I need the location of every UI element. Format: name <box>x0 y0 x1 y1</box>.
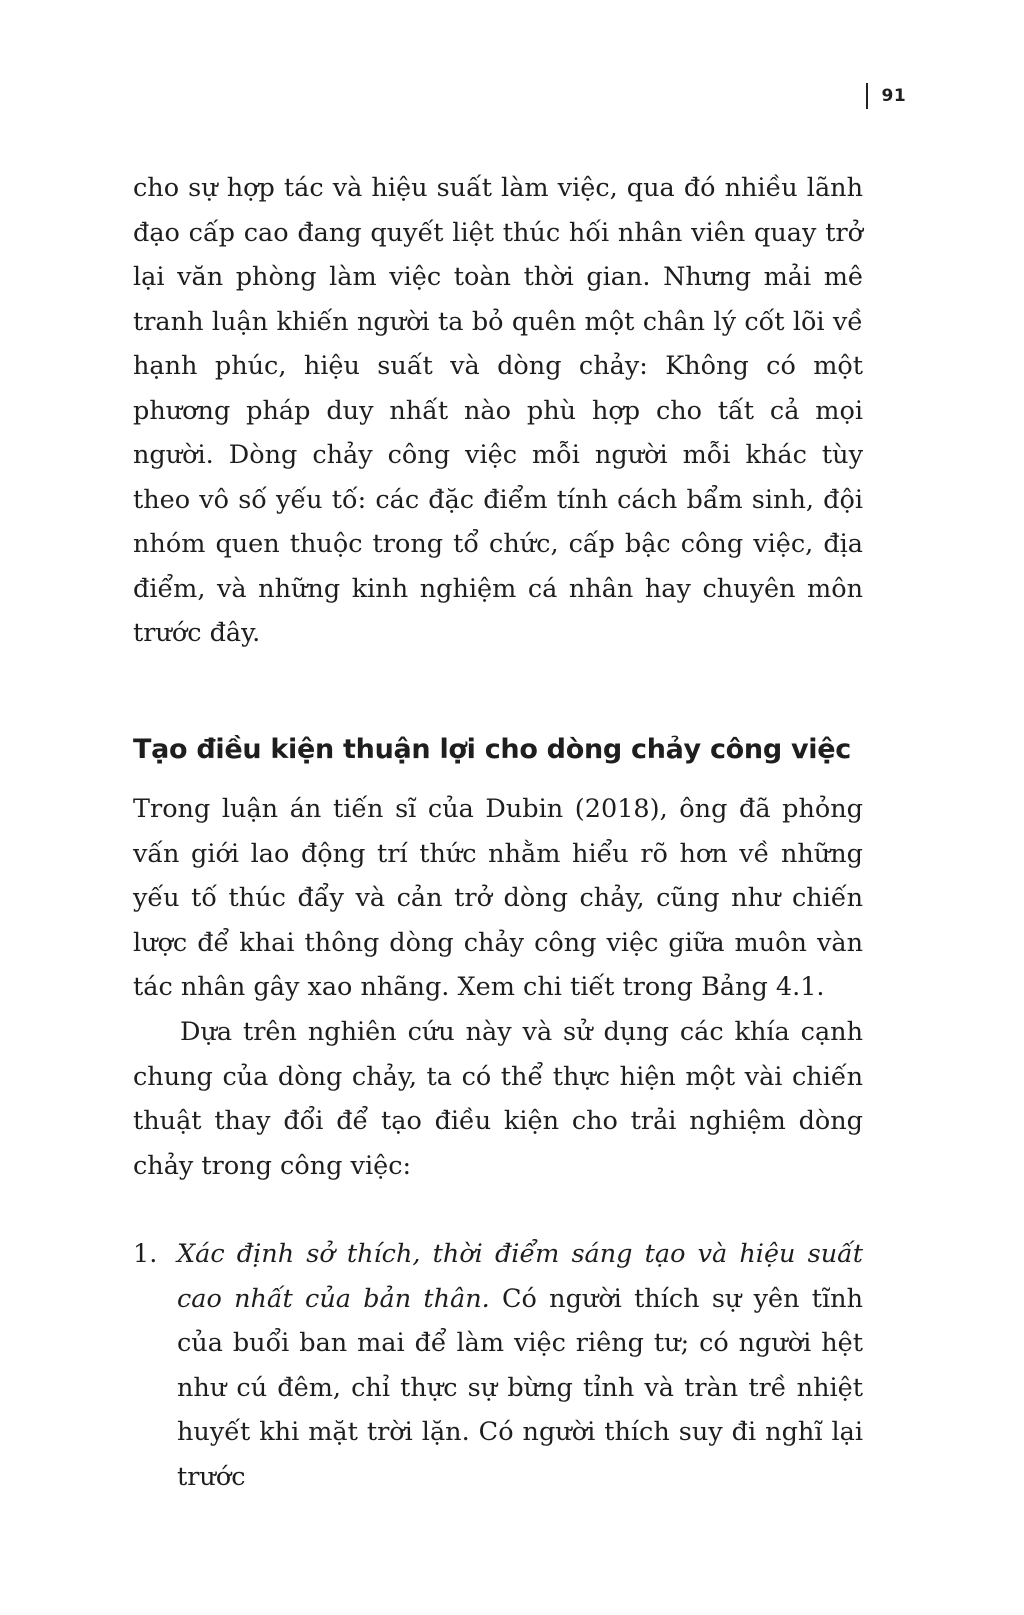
paragraph-continued: cho sự hợp tác và hiệu suất làm việc, qua đó nhiều lãnh đạo cấp cao đang quyết liệt thúc hối nhân viên quay trở lại văn phòng làm việc toàn thời gian. Nhưng mải mê tranh luận khiến người ta bỏ quên một chân lý cốt lõi về hạnh phúc, hiệu suất và dòng chảy: Không có một phương pháp duy nhất nào phù hợp cho tất cả mọi người. Dòng chảy công việc mỗi người mỗi khác tùy theo vô số yếu tố: các đặc điểm tính cách bẩm sinh, đội nhóm quen thuộc trong tổ chức, cấp bậc công việc, địa điểm, và những kinh nghiệm cá nhân hay chuyên môn trước đây. <box>133 173 863 648</box>
list-item-text: Có người thích sự yên tĩnh của buổi ban mai để làm việc riêng tư; có người hệt như cú đêm, chỉ thực sự bừng tỉnh và tràn trề nhiệt huyết khi mặt trời lặn. Có người thích suy đi nghĩ lại trước <box>177 1283 863 1492</box>
header-divider <box>866 83 868 109</box>
page-header <box>866 82 906 110</box>
page-number: 91 <box>881 86 907 106</box>
list-item-number: 1. <box>133 1239 158 1269</box>
paragraph-dubin-study: Trong luận án tiến sĩ của Dubin (2018), ông đã phỏng vấn giới lao động trí thức nhằm hiểu rõ hơn về những yếu tố thúc đẩy và cản trở dòng chảy, cũng như chiến lược để khai thông dòng chảy công việc giữa muôn vàn tác nhân gây xao nhãng. Xem chi tiết trong Bảng 4.1. <box>133 794 863 1002</box>
list-item-italic-lead: Xác định sở thích, thời điểm sáng tạo và hiệu suất cao nhất của bản thân. <box>177 1239 863 1314</box>
section-heading: Tạo điều kiện thuận lợi cho dòng chảy công việc <box>133 734 851 765</box>
list-item <box>133 1232 863 1499</box>
tactics-list <box>133 1232 863 1499</box>
paragraph-tactics-intro: Dựa trên nghiên cứu này và sử dụng các khía cạnh chung của dòng chảy, ta có thể thực hiện một vài chiến thuật thay đổi để tạo điều kiện cho trải nghiệm dòng chảy trong công việc: <box>133 1017 863 1181</box>
